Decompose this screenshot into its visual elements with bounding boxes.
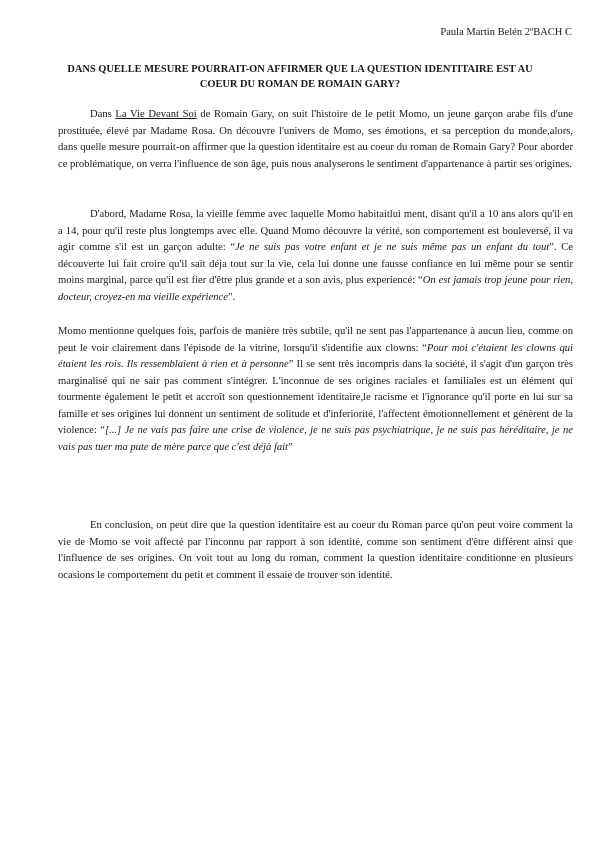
intro-text-end: de Romain Gary, on suit l'histoire de le petit Momo, un jeune garçon arabe fils d'une prostituée, élevé par Madame Rosa. On découvre l'univers de Momo, ses émotions, et sa perception du monde,alors, dans quelle mesure pourrait-on affirmer que la question identitaire est au coeur du roman de Romain Gary? Pour aborder ce problématique, on verra l'influence de son âge, puis nous analyserons le sentiment d'appartenance à partir ses origines. [58, 109, 573, 170]
belonging-text-2: ” Il se sent très incompris dans la société, il s'agit d'un garçon très marginalisé qui ne sair pas comment s'intégrer. L'inconnue de ses origines raciales et familiales est un élément qui tourmente également le petit et accroît son questionnement identitaire,le racisme et l'ignorance qu'il porte en lui sur sa famille et ses origines lui donnent un sentiment de solitude et d'inferiorité, l'affectent émotionnellement et génèrent de la violence: “ [58, 359, 574, 436]
book-title: La Vie Devant Soi [115, 109, 197, 120]
belonging-text-3: ” [288, 441, 293, 453]
belonging-paragraph [58, 324, 573, 456]
quote-clowns: Pour moi c'étaient les clowns qui étaient les rois. Ils ressemblaient à rien et à personne [58, 342, 573, 370]
age-text-1: D'abord, Madame Rosa, la vieille femme avec laquelle Momo habitaitlui ment, disant qu'il a 10 ans alors qu'il en a 14, pour qu'il reste plus longtemps avec elle. Quand Momo découvre la vérité, son comportement est bouleversé, il va agir comme s'il est un garçon adulte: “ [58, 209, 573, 253]
conclusion-paragraph: En conclusion, on peut dire que la question identitaire est au coeur du Roman parce qu'on peut voire comment la vie de Momo se voit affecté par l'inconnu par rapport à son identité, comme son sentiment d'être différent ainsi que l'influence de ses origines. On voit tout au long du roman, comment la question identitaire conditionne en plusieurs ocasions le comportement du petit et comment il essaie de trouver son identité. [58, 520, 573, 581]
quote-violence: [...] Je ne vais pas faire une crise de violence, je ne suis pas psychiatrique, je ne suis pas héréditaire, je ne vais pas tuer ma pute de mère parce que c'est déjà fait [58, 425, 573, 453]
belonging-text-1: Momo mentionne quelques fois, parfois de manière très subtile, qu'il ne sent pas l'appartenance à aucun lieu, comme on peut le voir clairement dans l'épisode de la vitrine, lorsqu'il s'identifie aux clowns: “ [58, 326, 573, 354]
essay-title: DANS QUELLE MESURE POURRAIT-ON AFFIRMER QUE LA QUESTION IDENTITAIRE EST AU COEUR DU ROMAN DE ROMAIN GARY? [67, 64, 533, 90]
introduction-paragraph [58, 107, 573, 173]
quote-not-your-child: Je ne suis pas votre enfant et je ne suis même pas un enfant du tout [235, 242, 550, 253]
author-name: Paula Martin Belén 2ºBACH C [440, 27, 572, 38]
quote-old-experience: On est jamais trop jeune pour rien, docteur, croyez-en ma vieille expérience [58, 275, 574, 303]
age-text-2: ”. Ce découverte lui fait croire qu'il sait déja tout sur la vie, cela lui donne une fausse confiance en lui même pour se sentir moins marginal, parce qu'il est fier d'être plus grande et a son avis, plus experiencé: “ [58, 242, 573, 286]
age-paragraph [58, 207, 573, 306]
age-text-3: ”. [227, 291, 236, 303]
intro-text-start: Dans [90, 109, 116, 120]
